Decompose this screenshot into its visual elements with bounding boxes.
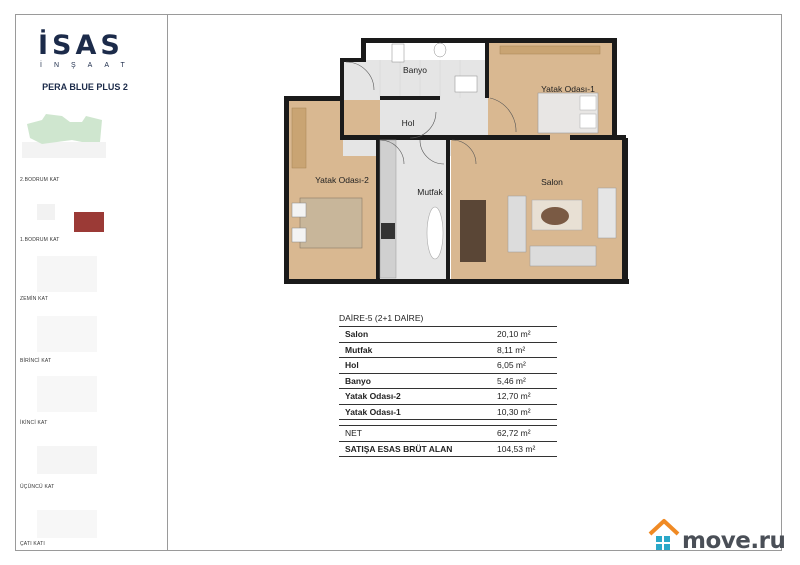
table-row: Banyo 5,46 m² <box>339 374 557 390</box>
net-area-row: NET 62,72 m² <box>339 426 557 442</box>
area-table-title: DAİRE-5 (2+1 DAİRE) <box>339 313 557 327</box>
floor-thumbnail-cati <box>22 500 106 546</box>
room-label-yatak-odasi-2: Yatak Odası-2 <box>315 175 369 185</box>
table-row: Yatak Odası-1 10,30 m² <box>339 405 557 421</box>
table-row: Hol 6,05 m² <box>339 358 557 374</box>
sidebar-divider <box>167 14 168 551</box>
brand-name: İSAS <box>38 30 124 61</box>
floor-thumbnail-ikinci <box>22 372 106 418</box>
gross-area-row: SATIŞA ESAS BRÜT ALAN 104,53 m² <box>339 442 557 458</box>
room-label-salon: Salon <box>541 177 563 187</box>
floor-label-1-bodrum[interactable]: 1.BODRUM KAT <box>20 237 60 243</box>
floor-thumbnail-birinci <box>22 312 106 358</box>
table-row: Mutfak 8,11 m² <box>339 343 557 359</box>
project-title: PERA BLUE PLUS 2 <box>42 82 128 92</box>
room-label-yatak-odasi-1: Yatak Odası-1 <box>541 84 595 94</box>
moveru-text: move.ru <box>682 528 786 554</box>
floor-thumbnail-ucuncu <box>22 436 106 482</box>
table-row: Yatak Odası-2 12,70 m² <box>339 389 557 405</box>
moveru-watermark[interactable] <box>644 518 794 558</box>
floor-label-2-bodrum[interactable]: 2.BODRUM KAT <box>20 177 60 183</box>
brand-subtitle: İNŞAAT <box>40 62 137 69</box>
brand-logo <box>38 32 148 72</box>
room-label-banyo: Banyo <box>402 65 428 75</box>
floor-label-zemin[interactable]: ZEMİN KAT <box>20 296 49 302</box>
floor-label-birinci[interactable]: BİRİNCİ KAT <box>20 358 52 364</box>
site-plan-thumbnail <box>22 112 106 158</box>
room-label-mutfak: Mutfak <box>417 187 443 197</box>
floor-label-ucuncu[interactable]: ÜÇÜNCÜ KAT <box>20 484 55 490</box>
house-icon <box>648 518 680 554</box>
floor-thumbnail-1-bodrum <box>22 196 106 242</box>
floor-label-ikinci[interactable]: İKİNCİ KAT <box>20 420 48 426</box>
table-row: Salon 20,10 m² <box>339 327 557 343</box>
floor-thumbnail-zemin <box>22 252 106 298</box>
floor-label-cati[interactable]: ÇATI KATI <box>20 541 45 547</box>
room-label-hol: Hol <box>401 118 415 128</box>
floor-plan <box>280 38 636 288</box>
area-table <box>339 313 557 457</box>
